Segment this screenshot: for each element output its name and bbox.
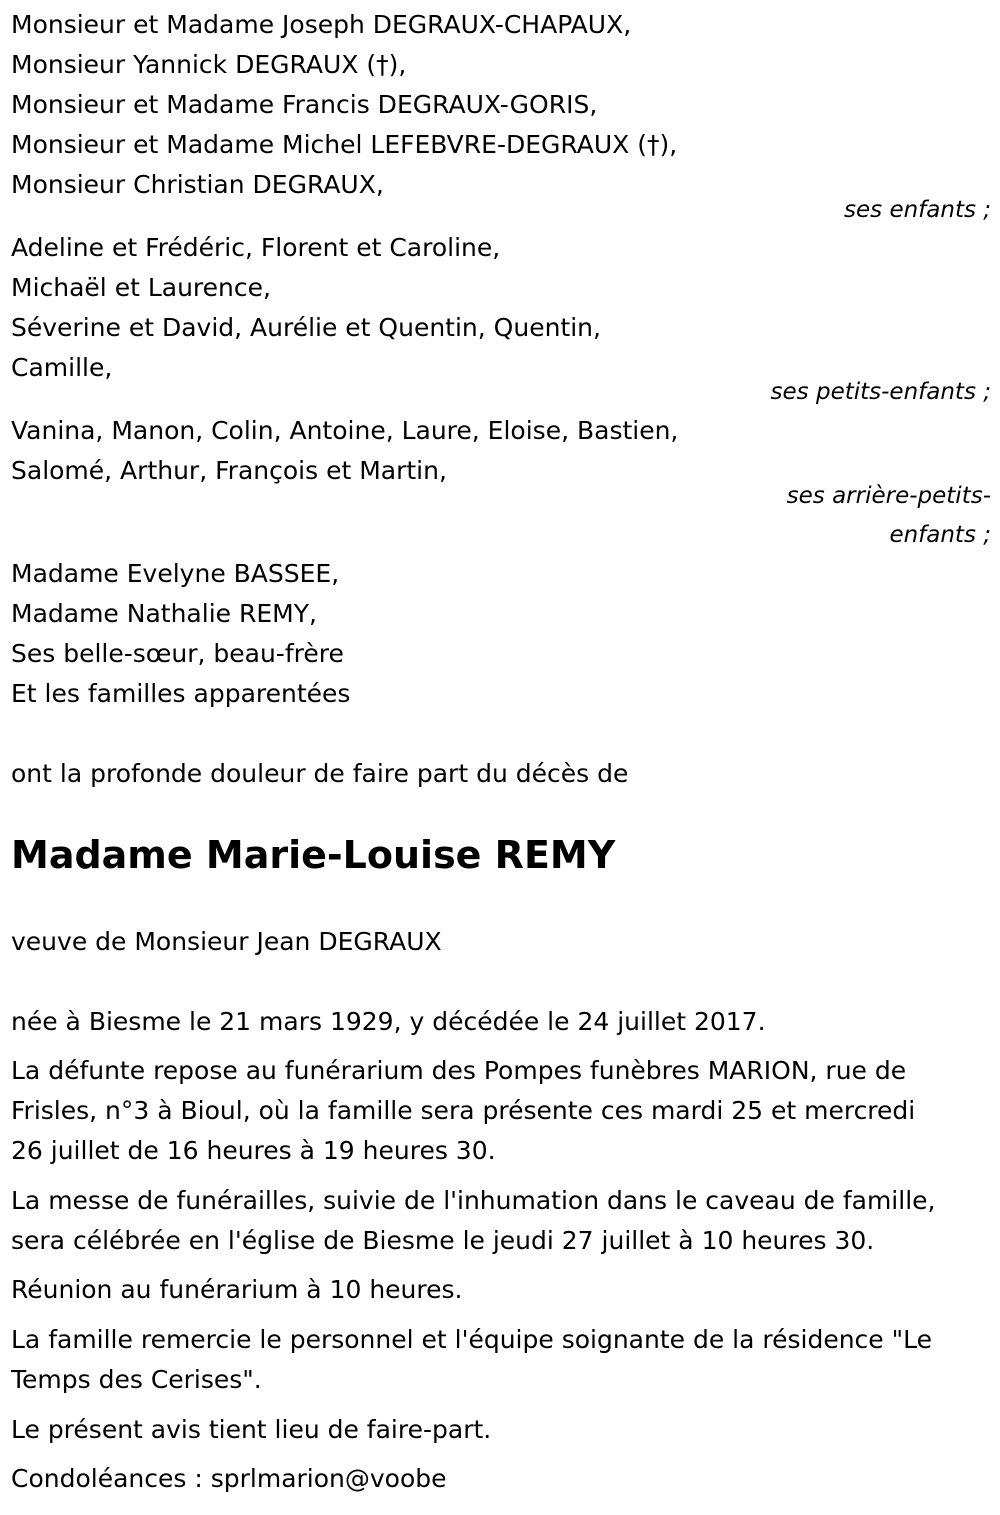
thanks-line: La famille remercie le personnel et l'équipe soignante de la résidence "Le [11, 1325, 932, 1354]
relation-great-grandchildren-2: enfants ; [889, 522, 991, 548]
in-law-line: Ses belle-sœur, beau-frère [11, 639, 344, 668]
funeral-mass-line: sera célébrée en l'église de Biesme le jeudi 27 juillet à 10 heures 30. [11, 1226, 875, 1255]
meeting-line: Réunion au funérarium à 10 heures. [11, 1275, 463, 1304]
great-grandchild-line: Salomé, Arthur, François et Martin, [11, 456, 447, 485]
repose-line: La défunte repose au funérarium des Pompes funèbres MARION, rue de [11, 1056, 907, 1085]
child-line: Monsieur et Madame Francis DEGRAUX-GORIS, [11, 90, 598, 119]
in-law-line: Madame Nathalie REMY, [11, 599, 317, 628]
repose-line: Frisles, n°3 à Bioul, où la famille sera présente ces mardi 25 et mercredi [11, 1096, 916, 1125]
child-line: Monsieur et Madame Michel LEFEBVRE-DEGRAUX (†), [11, 130, 678, 159]
relation-great-grandchildren-1: ses arrière-petits- [786, 483, 991, 509]
condolences-line: Condoléances : sprlmarion@voobe [11, 1464, 447, 1493]
thanks-line: Temps des Cerises". [11, 1365, 262, 1394]
notice-line: Le présent avis tient lieu de faire-part. [11, 1415, 492, 1444]
grandchild-line: Camille, [11, 353, 113, 382]
grandchild-line: Adeline et Frédéric, Florent et Caroline, [11, 233, 501, 262]
grandchild-line: Séverine et David, Aurélie et Quentin, Quentin, [11, 313, 601, 342]
grandchild-line: Michaël et Laurence, [11, 273, 271, 302]
in-law-line: Madame Evelyne BASSEE, [11, 559, 340, 588]
great-grandchild-line: Vanina, Manon, Colin, Antoine, Laure, Eloise, Bastien, [11, 416, 679, 445]
child-line: Monsieur Yannick DEGRAUX (†), [11, 50, 407, 79]
relation-grandchildren: ses petits-enfants ; [770, 379, 991, 405]
repose-line: 26 juillet de 16 heures à 19 heures 30. [11, 1136, 496, 1165]
announcement-text: ont la profonde douleur de faire part du décès de [11, 759, 629, 788]
birth-death-line: née à Biesme le 21 mars 1929, y décédée le 24 juillet 2017. [11, 1007, 766, 1036]
funeral-mass-line: La messe de funérailles, suivie de l'inhumation dans le caveau de famille, [11, 1186, 936, 1215]
relation-children: ses enfants ; [844, 197, 991, 223]
in-law-line: Et les familles apparentées [11, 679, 351, 708]
child-line: Monsieur Christian DEGRAUX, [11, 170, 384, 199]
child-line: Monsieur et Madame Joseph DEGRAUX-CHAPAUX, [11, 10, 632, 39]
deceased-name: Madame Marie-Louise REMY [11, 833, 616, 877]
widow-of-text: veuve de Monsieur Jean DEGRAUX [11, 927, 442, 956]
